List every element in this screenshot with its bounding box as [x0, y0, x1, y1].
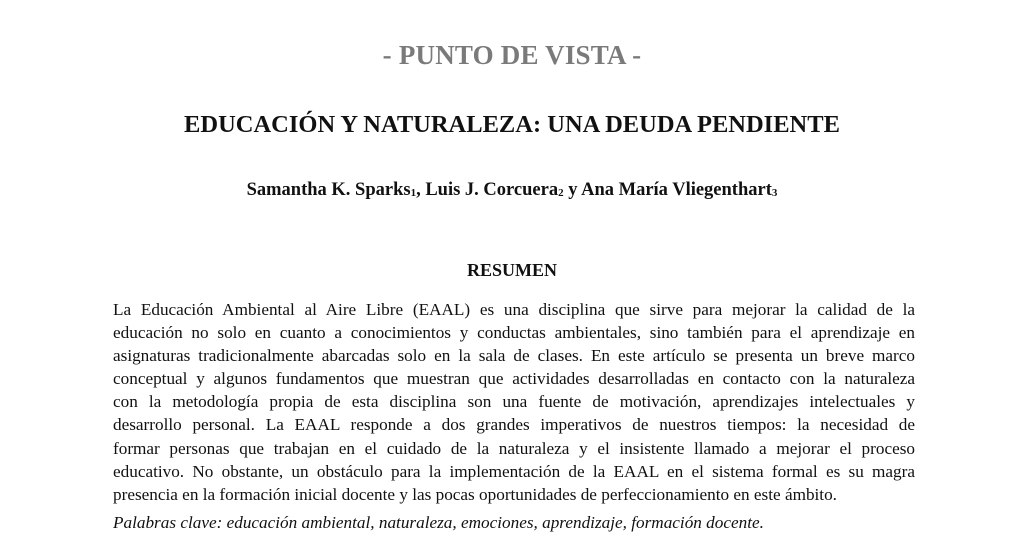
- section-label: - PUNTO DE VISTA -: [382, 40, 642, 70]
- abstract-line: con la metodología propia de esta disciplina son una fuente de motivación, aprendizajes intelectuales y: [113, 392, 915, 412]
- author-affiliation-mark: 1: [410, 187, 417, 199]
- author-affiliation-mark: 2: [558, 187, 564, 199]
- abstract-line: desarrollo personal. La EAAL responde a dos grandes imperativos de nuestros tiempos: la necesidad de: [113, 415, 915, 435]
- abstract-heading: RESUMEN: [466, 260, 557, 280]
- abstract-line: educativo. No obstante, un obstáculo para la implementación de la EAAL en el sistema formal es su magra: [113, 461, 915, 481]
- author-name: Ana María Vliegenthart: [581, 180, 772, 200]
- author-affiliation-mark: 3: [771, 187, 778, 199]
- author-name: Luis J. Corcuera: [425, 180, 559, 200]
- abstract-line: conceptual y algunos fundamentos que muestran que actividades desarrolladas en contacto con la naturaleza: [113, 369, 915, 389]
- article-title: EDUCACIÓN Y NATURALEZA: UNA DEUDA PENDIENTE: [184, 111, 840, 138]
- author-list: [0, 180, 1024, 201]
- abstract-line: educación no solo en cuanto a conocimientos y conductas ambientales, sino también para el aprendizaje en: [113, 323, 915, 343]
- abstract-body: [113, 298, 915, 506]
- author-separator: y: [563, 180, 582, 200]
- abstract-line: La Educación Ambiental al Aire Libre (EAAL) es una disciplina que sirve para mejorar la calidad de la: [113, 300, 915, 319]
- author-separator: ,: [416, 180, 426, 200]
- abstract-line: formar personas que trabajan en el cuidado de la naturaleza y el insistente llamado a mejorar el proceso: [113, 438, 915, 458]
- author-name: Samantha K. Sparks: [246, 180, 411, 200]
- abstract-line: presencia en la formación inicial docente y las pocas oportunidades de perfeccionamiento en este ámbito.: [113, 484, 837, 504]
- abstract-line: asignaturas tradicionalmente abarcadas solo en la sala de clases. En este artículo se presenta un breve marco: [113, 346, 915, 366]
- keywords: Palabras clave: educación ambiental, naturaleza, emociones, aprendizaje, formación docente.: [113, 513, 764, 532]
